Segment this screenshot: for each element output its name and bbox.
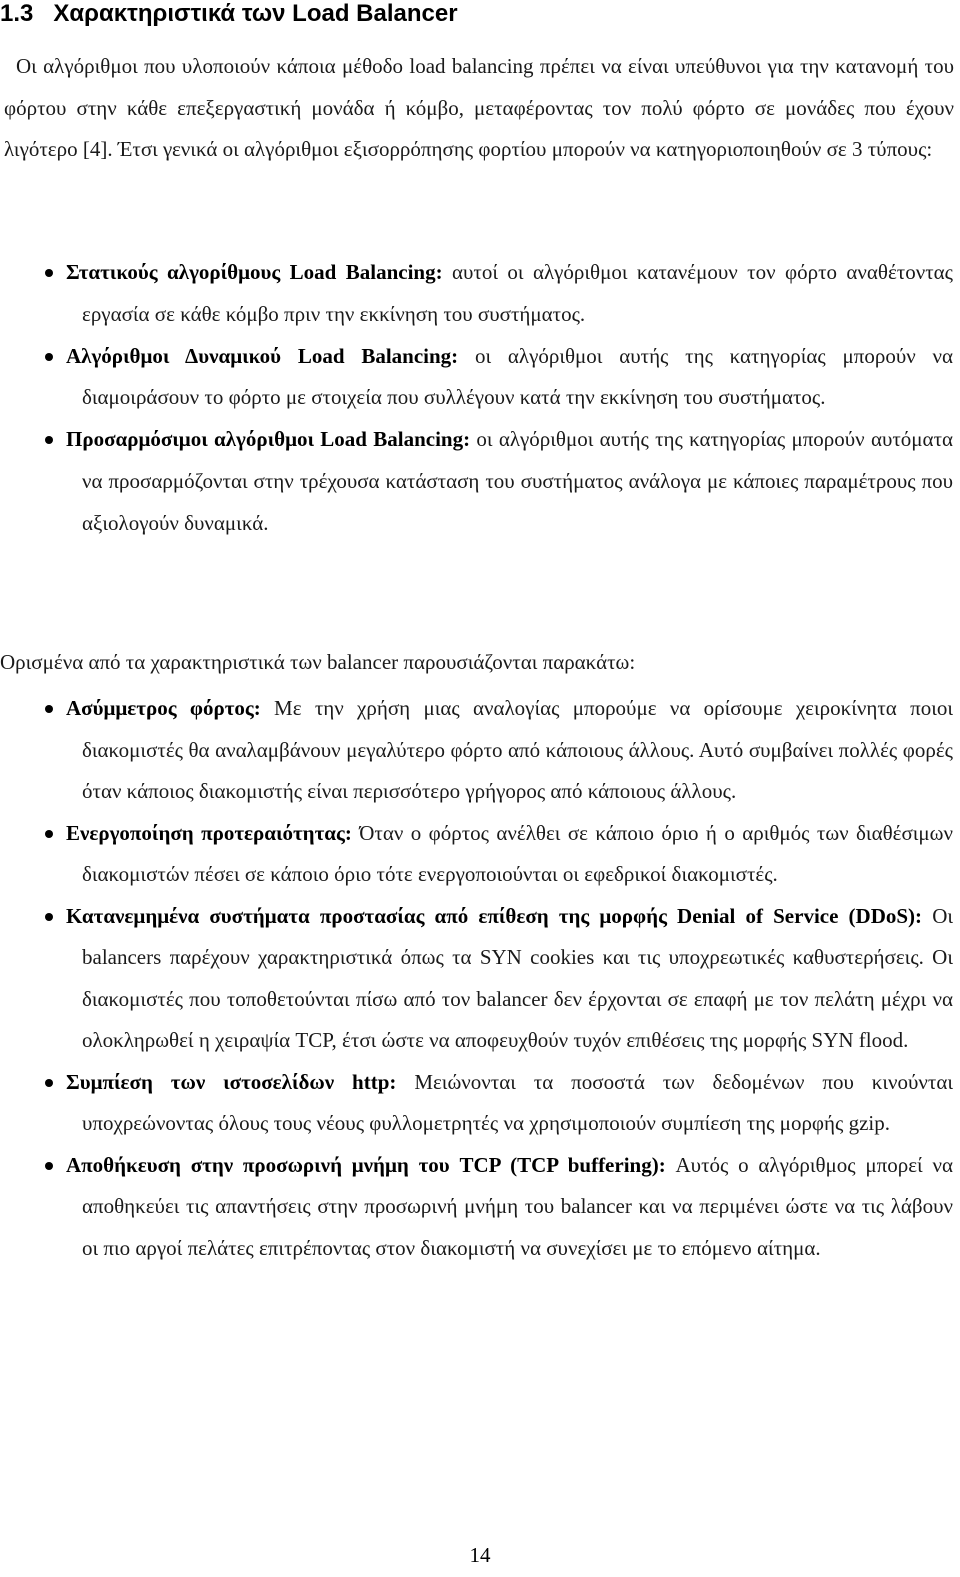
list-item-text: Με την χρήση μιας αναλογίας μπορούμε να ορίσουμε χειροκίνητα ποιοι διακομιστές θα αναλαμβάνουν μεγαλύτερο φόρτο από κάποιους άλλους. Αυτό συμβαίνει πολλές φορές όταν κάποιος διακομιστής είναι περισσότερο γρήγορος από κάποιους άλλους. <box>82 696 953 803</box>
list-item <box>0 336 953 420</box>
list-item <box>0 896 953 1062</box>
list-item <box>0 1062 953 1145</box>
list-item-text: Όταν ο φόρτος ανέλθει σε κάποιο όριο ή ο αριθμός των διαθέσιμων διακομιστών πέσει σε κάποιο όριο τότε ενεργοποιούνται οι εφεδρικοί διακομιστές. <box>82 820 954 886</box>
intro-paragraph: Οι αλγόριθμοι που υλοποιούν κάποια μέθοδο load balancing πρέπει να είναι υπεύθυνοι για την κατανομή του φόρτου στην κάθε επεξεργαστική μονάδα ή κόμβο, μεταφέροντας τον πολύ φόρτο σε μονάδες που έχουν λιγότερο [4]. Έτσι γενικά οι αλγόριθμοι εξισορρόπησης φορτίου μπορούν να κατηγοριοποιηθούν σε 3 τύπους: <box>4 54 954 161</box>
list-item-text: Οι balancers παρέχουν χαρακτηριστικά όπως τα SYN cookies και τις υποχρεωτικές καθυστερήσεις. Οι διακομιστές που τοποθετούνται πίσω από τον balancer δεν έρχονται σε επαφή με τον πελάτη μέχρι να ολοκληρωθεί η χειραψία TCP, έτσι ώστε να αποφευχθούν τυχόν επιθέσεις της μορφής SYN flood. <box>82 903 954 1052</box>
bullet-icon <box>45 913 53 921</box>
list-item <box>0 252 953 336</box>
bullet-icon <box>45 269 53 277</box>
list-item-lead: Στατικούς αλγορίθμους Load Balancing: <box>66 260 443 284</box>
list-item-text: οι αλγόριθμοι αυτής της κατηγορίας μπορούν να διαμοιράσουν το φόρτο με στοιχεία που συλλέγουν κατά την εκκίνηση του συστήματος. <box>82 343 953 410</box>
list-item-lead: Ενεργοποίηση προτεραιότητας: <box>66 820 352 845</box>
list-item-text: Αυτός ο αλγόριθμος μπορεί να αποθηκεύει τις απαντήσεις στην προσωρινή μνήμη του balancer και να περιμένει ώστε να τις λάβουν οι πιο αργοί πελάτες επιτρέποντας στον διακομιστή να συνεχίσει με το επόμενο αίτημα. <box>82 1152 953 1260</box>
section-heading <box>0 0 458 28</box>
list-item-text: Μειώνονται τα ποσοστά των δεδομένων που κινούνται υποχρεώνοντας όλους τους νέους φυλλομετρητές να χρησιμοποιούν συμπίεση της μορφής gzip. <box>82 1069 954 1135</box>
list-item <box>0 419 953 544</box>
list-item-lead: Αποθήκευση στην προσωρινή μνήμη του TCP (TCP buffering): <box>66 1152 666 1177</box>
bullet-icon <box>45 353 53 361</box>
list-item-lead: Κατανεμημένα συστήματα προστασίας από επίθεση της μορφής Denial of Service (DDoS): <box>66 903 923 928</box>
list-item-lead: Συμπίεση των ιστοσελίδων http: <box>66 1069 397 1094</box>
features-intro: Ορισμένα από τα χαρακτηριστικά των balancer παρουσιάζονται παρακάτω: <box>0 650 636 674</box>
bullet-icon <box>45 1079 53 1087</box>
bullet-icon <box>45 830 53 838</box>
list-item-lead: Προσαρμόσιμοι αλγόριθμοι Load Balancing: <box>66 427 471 452</box>
list-item-lead: Ασύμμετρος φόρτος: <box>66 696 261 720</box>
features-list <box>0 688 953 1269</box>
list-item <box>0 813 953 896</box>
bullet-icon <box>45 1162 53 1170</box>
section-number: 1.3 <box>0 0 34 27</box>
algorithm-types-list <box>0 252 953 545</box>
bullet-icon <box>45 705 53 713</box>
section-title: Χαρακτηριστικά των Load Balancer <box>53 0 458 27</box>
list-item-text: αυτοί οι αλγόριθμοι κατανέμουν τον φόρτο αναθέτοντας εργασία σε κάθε κόμβο πριν την εκκίνηση του συστήματος. <box>82 260 953 326</box>
list-item-text: οι αλγόριθμοι αυτής της κατηγορίας μπορούν αυτόματα να προσαρμόζονται στην τρέχουσα κατάσταση του συστήματος ανάλογα με κάποιες παραμέτρους που αξιολογούν δυναμικά. <box>82 427 954 535</box>
list-item <box>0 688 953 813</box>
page-number: 14 <box>469 1543 491 1567</box>
bullet-icon <box>45 436 53 444</box>
list-item-lead: Αλγόριθμοι Δυναμικού Load Balancing: <box>66 343 459 368</box>
list-item <box>0 1145 953 1270</box>
